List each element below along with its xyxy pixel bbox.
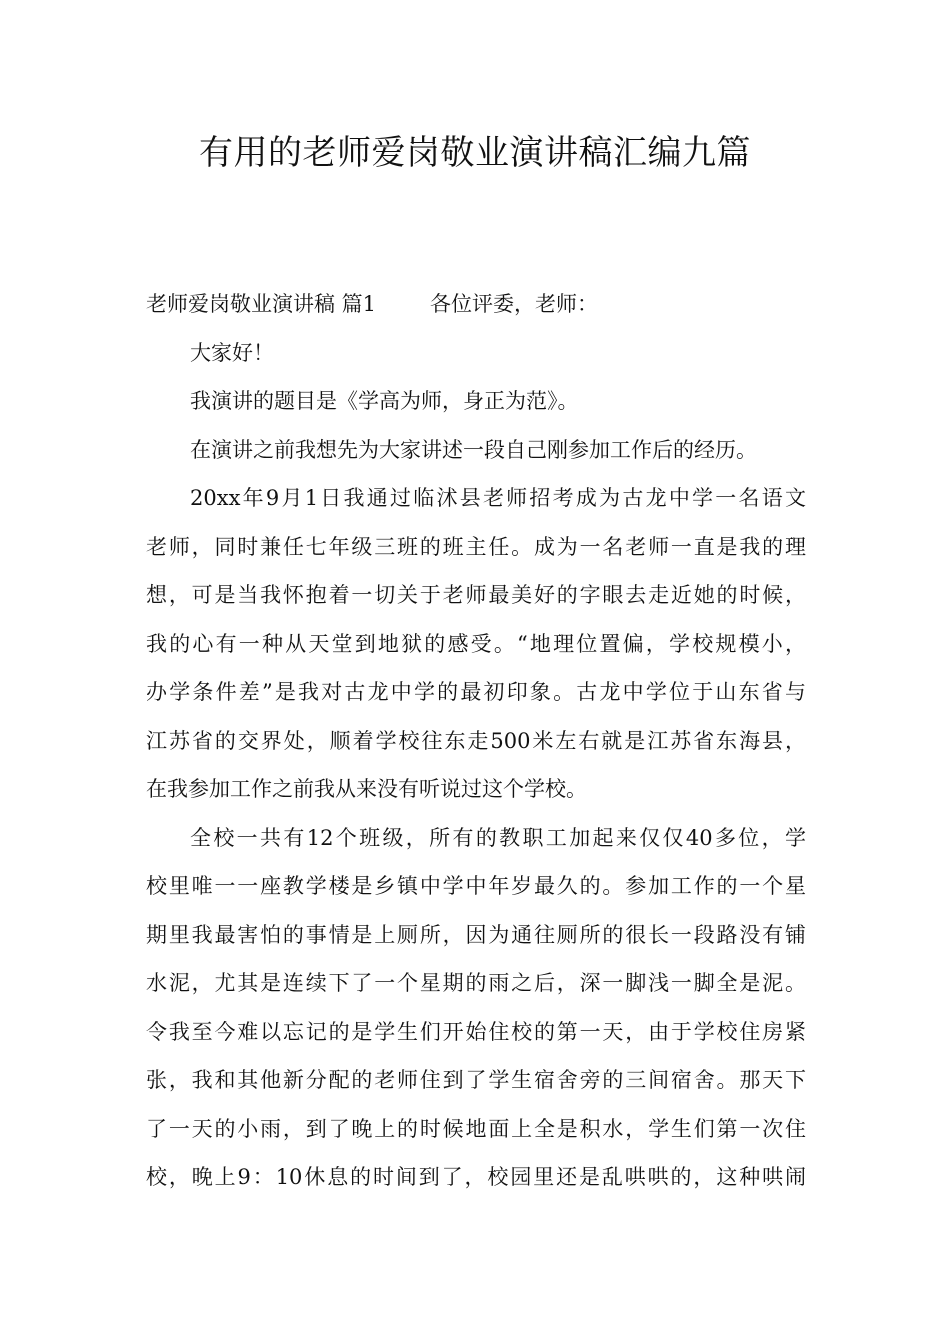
section-heading-line — [146, 280, 806, 329]
paragraph-line: 令我至今难以忘记的是学生们开始住校的第一天，由于学校住房紧 — [146, 1019, 806, 1044]
paragraph-line: 老师，同时兼任七年级三班的班主任。成为一名老师一直是我的理 — [146, 534, 806, 559]
paragraph-line: 江苏省的交界处，顺着学校往东走500米左右就是江苏省东海县， — [146, 728, 806, 753]
paragraph-line: 在我参加工作之前我从来没有听说过这个学校。 — [146, 777, 587, 801]
salutation: 各位评委，老师： — [430, 292, 599, 316]
section-heading: 老师爱岗敬业演讲稿 篇1 — [146, 292, 377, 316]
document-title: 有用的老师爱岗敬业演讲稿汇编九篇 — [199, 133, 751, 173]
paragraph-line: 想，可是当我怀抱着一切关于老师最美好的字眼去走近她的时候， — [146, 583, 806, 607]
paragraph-line: 校，晚上9：10休息的时间到了，校园里还是乱哄哄的，这种哄闹 — [146, 1165, 806, 1189]
paragraph-line: 全校一共有12个班级，所有的教职工加起来仅仅40多位，学 — [190, 825, 806, 850]
paragraph-line: 了一天的小雨，到了晚上的时候地面上全是积水，学生们第一次住 — [146, 1116, 806, 1141]
paragraph-line: 我演讲的题目是《学高为师，身正为范》。 — [190, 389, 579, 413]
paragraph-line: 期里我最害怕的事情是上厕所，因为通往厕所的很长一段路没有铺 — [146, 922, 806, 947]
paragraph-line: 水泥，尤其是连续下了一个星期的雨之后，深一脚浅一脚全是泥。 — [146, 971, 806, 995]
paragraph-line: 大家好！ — [190, 340, 274, 365]
paragraph-line: 在演讲之前我想先为大家讲述一段自己刚参加工作后的经历。 — [190, 437, 757, 462]
paragraph-line: 办学条件差”是我对古龙中学的最初印象。古龙中学位于山东省与 — [146, 680, 806, 704]
paragraph-line: 校里唯一一座教学楼是乡镇中学中年岁最久的。参加工作的一个星 — [146, 874, 806, 898]
paragraph-line: 我的心有一种从天堂到地狱的感受。“地理位置偏，学校规模小， — [146, 631, 806, 656]
paragraph-line: 张，我和其他新分配的老师住到了学生宿舍旁的三间宿舍。那天下 — [146, 1068, 806, 1092]
document-body — [146, 280, 806, 1202]
paragraph-line: 20xx年9月1日我通过临沭县老师招考成为古龙中学一名语文 — [190, 486, 806, 510]
